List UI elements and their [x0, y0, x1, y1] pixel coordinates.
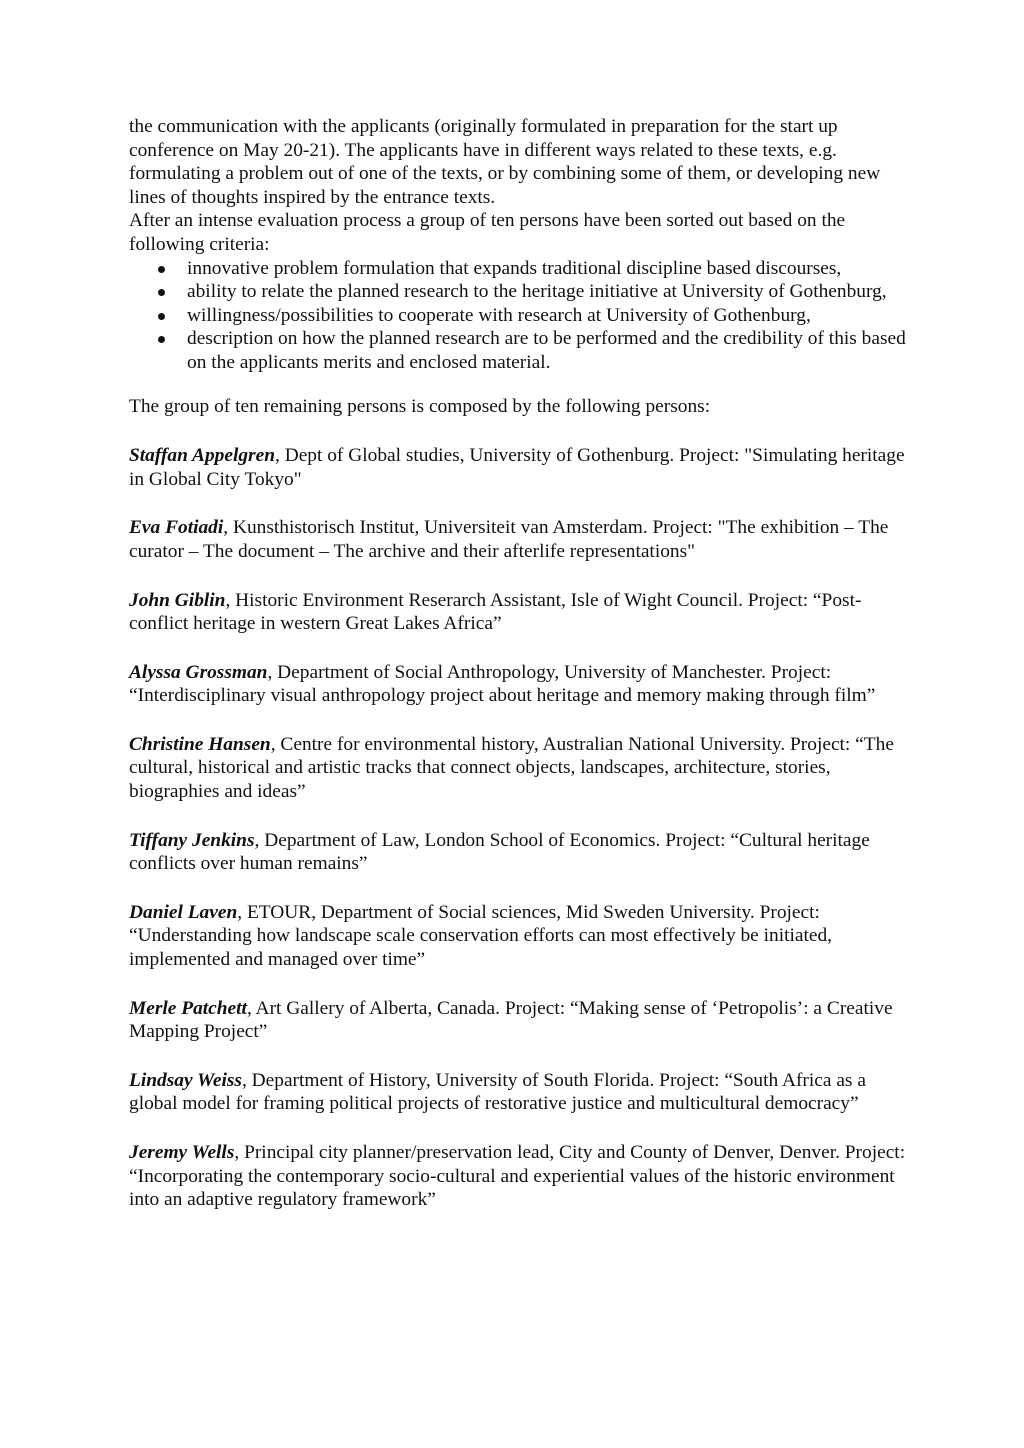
criteria-item: description on how the planned research are to be performed and the credibility of this based on the applicants merits and enclosed material.	[187, 327, 919, 374]
criteria-item: willingness/possibilities to cooperate with research at University of Gothenburg,	[187, 304, 919, 328]
person-entry	[129, 829, 919, 876]
person-detail: , Department of History, University of South Florida. Project: “South Africa as a global model for framing political projects of restorative justice and multicultural democracy”	[129, 1069, 866, 1115]
person-name: Tiffany Jenkins	[129, 829, 255, 851]
person-entry	[129, 997, 919, 1044]
intro-paragraph: the communication with the applicants (originally formulated in preparation for the start up conference on May 20-21). The applicants have in different ways related to these texts, e.g. formulating a problem out of one of the texts, or by combining some of them, or developing new lines of thoughts inspired by the entrance texts.	[129, 116, 881, 208]
criteria-item: ability to relate the planned research to the heritage initiative at University of Gothenburg,	[187, 280, 919, 304]
person-entry	[129, 1069, 919, 1116]
person-detail: , Dept of Global studies, University of Gothenburg. Project: "Simulating heritage in Global City Tokyo"	[129, 445, 905, 490]
person-entry	[129, 661, 919, 708]
person-detail: , Department of Law, London School of Economics. Project: “Cultural heritage conflicts over human remains”	[129, 829, 870, 875]
person-entry	[129, 901, 919, 972]
person-detail: , Kunsthistorisch Institut, Universiteit van Amsterdam. Project: "The exhibition – The curator – The document – The archive and their afterlife representations"	[129, 517, 889, 562]
person-name: Eva Fotiadi	[129, 517, 224, 539]
person-detail: , Department of Social Anthropology, University of Manchester. Project: “Interdisciplinary visual anthropology project about heritage and memory making through film”	[129, 661, 876, 707]
person-detail: , ETOUR, Department of Social sciences, Mid Sweden University. Project: “Understanding how landscape scale conservation efforts can most effectively be initiated, implemented and managed over time”	[129, 901, 833, 971]
person-entry	[129, 1141, 919, 1212]
person-entry	[129, 516, 919, 563]
person-name: John Giblin	[129, 589, 226, 611]
persons-list	[129, 444, 919, 1212]
criteria-intro: After an intense evaluation process a group of ten persons have been sorted out based on the following criteria:	[129, 210, 846, 255]
group-heading: The group of ten remaining persons is composed by the following persons:	[129, 395, 711, 417]
person-name: Alyssa Grossman	[129, 661, 268, 683]
person-detail: , Historic Environment Reserarch Assistant, Isle of Wight Council. Project: “Post-conflict heritage in western Great Lakes Africa”	[129, 589, 862, 635]
person-name: Staffan Appelgren	[129, 445, 275, 467]
person-name: Merle Patchett	[129, 997, 247, 1019]
person-detail: , Principal city planner/preservation lead, City and County of Denver, Denver. Project: “Incorporating the contemporary socio-cultural and experiential values of the historic environment into an adaptive regulatory framework”	[129, 1142, 906, 1211]
person-name: Jeremy Wells	[129, 1142, 235, 1163]
person-detail: , Art Gallery of Alberta, Canada. Project: “Making sense of ‘Petropolis’: a Creative Mapping Project”	[129, 997, 893, 1043]
person-name: Lindsay Weiss	[129, 1069, 242, 1091]
criteria-item: innovative problem formulation that expands traditional discipline based discourses,	[187, 257, 919, 281]
document-page	[129, 115, 919, 1237]
person-name: Christine Hansen	[129, 733, 271, 755]
person-entry	[129, 733, 919, 804]
person-entry	[129, 589, 919, 636]
person-name: Daniel Laven	[129, 901, 238, 923]
person-entry	[129, 444, 919, 491]
criteria-list	[129, 257, 919, 375]
person-detail: , Centre for environmental history, Australian National University. Project: “The cultural, historical and artistic tracks that connect objects, landscapes, architecture, stories, biographies and ideas”	[129, 733, 894, 803]
